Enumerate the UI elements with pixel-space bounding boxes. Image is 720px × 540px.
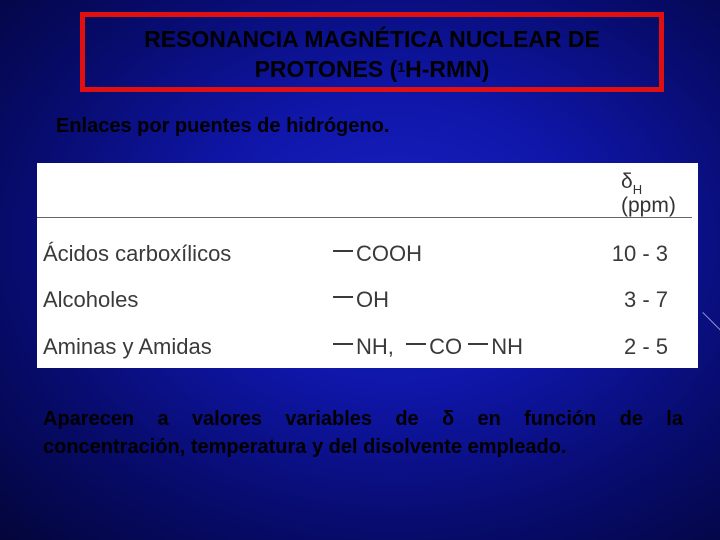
table-row xyxy=(37,287,698,317)
slide-title-box xyxy=(80,12,664,92)
description-text xyxy=(43,405,683,461)
delta-symbol: δ xyxy=(621,170,633,193)
delta-unit: (ppm) xyxy=(621,194,676,217)
bond-line-icon xyxy=(406,343,426,345)
bond-line-icon xyxy=(333,343,353,345)
shift-range: 3 - 7 xyxy=(623,287,668,312)
group-formula: COOH xyxy=(356,241,422,266)
compound-class: Ácidos carboxílicos xyxy=(43,241,232,266)
header-divider xyxy=(37,217,692,218)
compound-class: Alcoholes xyxy=(43,287,139,312)
slide-title-line2-suffix: H-RMN) xyxy=(405,56,490,82)
delta-subscript: H xyxy=(632,182,643,197)
section-subtitle: Enlaces por puentes de hidrógeno. xyxy=(56,115,390,137)
bond-line-icon xyxy=(333,296,353,298)
functional-group xyxy=(333,334,523,360)
isotope-superscript: 1 xyxy=(397,59,406,75)
functional-group xyxy=(333,287,389,313)
compound-class: Aminas y Amidas xyxy=(43,334,212,359)
group-formula: OH xyxy=(356,287,389,312)
slide-title-line2-prefix: PROTONES ( xyxy=(254,56,398,82)
slide-title-line2 xyxy=(85,54,659,84)
table-row xyxy=(37,334,698,364)
description-line2: concentración, temperatura y del disolvente empleado. xyxy=(43,436,567,458)
bond-line-icon xyxy=(333,250,353,252)
group-formula: NH xyxy=(491,334,524,359)
group-formula: NH, xyxy=(356,334,394,359)
shift-range: 2 - 5 xyxy=(623,334,668,359)
table-header-shift xyxy=(621,170,698,218)
bond-line-icon xyxy=(468,343,488,345)
slide-title-line1: RESONANCIA MAGNÉTICA NUCLEAR DE xyxy=(144,26,600,52)
table-row xyxy=(37,241,698,271)
decorative-line xyxy=(702,312,720,330)
description-line1: Aparecen a valores variables de δ en función de la xyxy=(43,408,683,430)
functional-group xyxy=(333,241,422,267)
shift-range: 10 - 3 xyxy=(611,241,668,266)
group-formula: CO xyxy=(429,334,463,359)
chemical-shift-table xyxy=(37,163,698,368)
